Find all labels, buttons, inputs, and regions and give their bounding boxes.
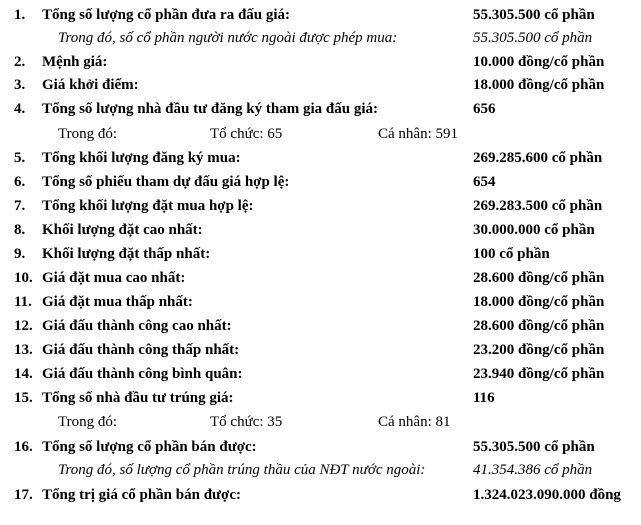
breakdown-label: Trong đó:: [58, 414, 118, 430]
item-value: 28.600 đồng/cổ phần: [473, 270, 605, 286]
item-8: [0, 219, 641, 241]
organization-count: Tổ chức: 65: [210, 126, 283, 142]
item-number: 3.: [14, 77, 26, 93]
organization-count: Tổ chức: 35: [210, 414, 283, 430]
item-1-detail: [0, 27, 641, 49]
item-12: [0, 315, 641, 337]
item-value: 23.200 đồng/cổ phần: [473, 342, 605, 358]
breakdown-label: Trong đó:: [58, 126, 118, 142]
item-16-detail: [0, 459, 641, 481]
item-number: 8.: [14, 222, 26, 238]
item-number: 10.: [14, 270, 33, 286]
item-11: [0, 291, 641, 313]
item-value: 55.305.500 cổ phần: [473, 439, 595, 455]
item-value: 18.000 đồng/cổ phần: [473, 77, 605, 93]
item-number: 1.: [14, 7, 26, 23]
item-value: 28.600 đồng/cổ phần: [473, 318, 605, 334]
item-label: Giá đặt mua thấp nhất:: [42, 294, 193, 310]
individual-count: Cá nhân: 591: [378, 126, 458, 142]
item-value: 23.940 đồng/cổ phần: [473, 366, 605, 382]
item-label: Giá đấu thành công cao nhất:: [42, 318, 232, 334]
item-label: Tổng số lượng cổ phần đưa ra đấu giá:: [42, 7, 291, 23]
item-7: [0, 195, 641, 217]
item-15: [0, 387, 641, 409]
item-4-breakdown: [0, 123, 641, 145]
item-label: Tổng trị giá cổ phần bán được:: [42, 487, 242, 503]
item-15-breakdown: [0, 411, 641, 433]
item-label: Khối lượng đặt thấp nhất:: [42, 246, 211, 262]
item-number: 7.: [14, 198, 26, 214]
item-value: 654: [473, 174, 496, 190]
item-label: Giá đấu thành công thấp nhất:: [42, 342, 240, 358]
item-label: Tổng khối lượng đăng ký mua:: [42, 150, 241, 166]
item-value: 656: [473, 101, 496, 117]
item-2: [0, 51, 641, 73]
item-label: Giá đấu thành công bình quân:: [42, 366, 243, 382]
item-label: Tổng số lượng nhà đầu tư đăng ký tham gia đấu giá:: [42, 101, 378, 117]
item-number: 15.: [14, 390, 33, 406]
item-label: Khối lượng đặt cao nhất:: [42, 222, 203, 238]
item-label: Tổng khối lượng đặt mua hợp lệ:: [42, 198, 254, 214]
item-number: 11.: [14, 294, 32, 310]
item-number: 12.: [14, 318, 33, 334]
item-number: 9.: [14, 246, 26, 262]
item-number: 2.: [14, 54, 26, 70]
item-label: Giá khởi điểm:: [42, 77, 139, 93]
detail-value: 41.354.386 cổ phần: [473, 462, 593, 478]
item-value: 55.305.500 cổ phần: [473, 7, 595, 23]
item-1: [0, 4, 641, 26]
item-13: [0, 339, 641, 361]
item-value: 269.285.600 cổ phần: [473, 150, 603, 166]
item-number: 17.: [14, 487, 33, 503]
item-number: 5.: [14, 150, 26, 166]
item-6: [0, 171, 641, 193]
item-label: Mệnh giá:: [42, 54, 108, 70]
detail-label: Trong đó, số cổ phần người nước ngoài được phép mua:: [58, 30, 398, 46]
item-label: Giá đặt mua cao nhất:: [42, 270, 186, 286]
item-value: 100 cổ phần: [473, 246, 550, 262]
item-value: 18.000 đồng/cổ phần: [473, 294, 605, 310]
item-5: [0, 147, 641, 169]
item-9: [0, 243, 641, 265]
item-value: 1.324.023.090.000 đồng: [473, 487, 621, 503]
detail-value: 55.305.500 cổ phần: [473, 30, 593, 46]
individual-count: Cá nhân: 81: [378, 414, 451, 430]
item-value: 30.000.000 cổ phần: [473, 222, 595, 238]
item-number: 13.: [14, 342, 33, 358]
item-4: [0, 98, 641, 120]
item-10: [0, 267, 641, 289]
item-label: Tổng số phiếu tham dự đấu giá hợp lệ:: [42, 174, 290, 190]
item-16: [0, 436, 641, 458]
item-label: Tổng số lượng cổ phần bán được:: [42, 439, 257, 455]
item-number: 6.: [14, 174, 26, 190]
item-value: 116: [473, 390, 495, 406]
item-number: 16.: [14, 439, 33, 455]
item-number: 4.: [14, 101, 26, 117]
item-label: Tổng số nhà đầu tư trúng giá:: [42, 390, 234, 406]
item-value: 10.000 đồng/cổ phần: [473, 54, 605, 70]
item-3: [0, 74, 641, 96]
item-17: [0, 484, 641, 506]
detail-label: Trong đó, số lượng cổ phần trúng thầu của NĐT nước ngoài:: [58, 462, 426, 478]
item-number: 14.: [14, 366, 33, 382]
item-value: 269.283.500 cổ phần: [473, 198, 603, 214]
item-14: [0, 363, 641, 385]
